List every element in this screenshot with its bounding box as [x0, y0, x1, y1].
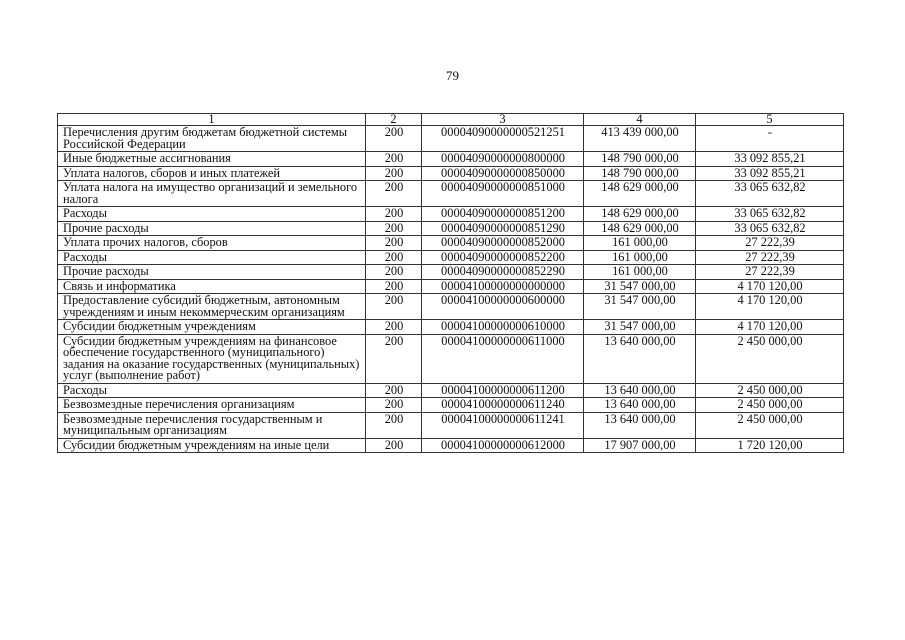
row-admin-code-cell: 200 — [366, 166, 422, 181]
row-admin-code-cell: 200 — [366, 294, 422, 320]
row-name-cell: Прочие расходы — [58, 265, 366, 280]
row-executed-amount-cell: 1 720 120,00 — [696, 438, 844, 453]
row-approved-amount-cell: 148 790 000,00 — [584, 166, 696, 181]
table-row — [58, 181, 844, 207]
row-admin-code-cell: 200 — [366, 152, 422, 167]
row-approved-amount-cell: 161 000,00 — [584, 236, 696, 251]
row-classification-code-cell: 00004090000000852200 — [422, 250, 584, 265]
row-admin-code-cell: 200 — [366, 334, 422, 383]
table-row — [58, 126, 844, 152]
row-executed-amount-cell: 27 222,39 — [696, 236, 844, 251]
row-name-cell: Прочие расходы — [58, 221, 366, 236]
table-row — [58, 207, 844, 222]
row-admin-code-cell: 200 — [366, 250, 422, 265]
table-row — [58, 438, 844, 453]
row-classification-code-cell: 00004100000000611241 — [422, 412, 584, 438]
row-name-cell: Расходы — [58, 250, 366, 265]
row-classification-code-cell: 00004100000000611000 — [422, 334, 584, 383]
row-classification-code-cell: 00004090000000852290 — [422, 265, 584, 280]
row-admin-code-cell: 200 — [366, 438, 422, 453]
row-admin-code-cell: 200 — [366, 279, 422, 294]
row-classification-code-cell: 00004090000000521251 — [422, 126, 584, 152]
row-admin-code-cell: 200 — [366, 207, 422, 222]
row-classification-code-cell: 00004100000000000000 — [422, 279, 584, 294]
row-classification-code-cell: 00004100000000611240 — [422, 398, 584, 413]
row-admin-code-cell: 200 — [366, 126, 422, 152]
row-approved-amount-cell: 31 547 000,00 — [584, 294, 696, 320]
row-executed-amount-cell: 27 222,39 — [696, 250, 844, 265]
row-approved-amount-cell: 148 629 000,00 — [584, 207, 696, 222]
row-classification-code-cell: 00004090000000851290 — [422, 221, 584, 236]
row-approved-amount-cell: 17 907 000,00 — [584, 438, 696, 453]
row-approved-amount-cell: 413 439 000,00 — [584, 126, 696, 152]
row-classification-code-cell: 00004090000000850000 — [422, 166, 584, 181]
row-name-cell: Перечисления другим бюджетам бюджетной системы Российской Федерации — [58, 126, 366, 152]
row-name-cell: Предоставление субсидий бюджетным, автономным учреждениям и иным некоммерческим организациям — [58, 294, 366, 320]
row-name-cell: Расходы — [58, 207, 366, 222]
row-name-cell: Безвозмездные перечисления организациям — [58, 398, 366, 413]
row-name-cell: Безвозмездные перечисления государственным и муниципальным организациям — [58, 412, 366, 438]
table-body — [58, 126, 844, 453]
row-admin-code-cell: 200 — [366, 181, 422, 207]
row-executed-amount-cell: 4 170 120,00 — [696, 320, 844, 335]
row-approved-amount-cell: 161 000,00 — [584, 250, 696, 265]
row-approved-amount-cell: 31 547 000,00 — [584, 320, 696, 335]
column-header: 3 — [422, 114, 584, 126]
row-name-cell: Связь и информатика — [58, 279, 366, 294]
row-executed-amount-cell: 33 065 632,82 — [696, 207, 844, 222]
page-number: 79 — [446, 68, 459, 83]
row-admin-code-cell: 200 — [366, 320, 422, 335]
row-executed-amount-cell: 33 092 855,21 — [696, 152, 844, 167]
row-approved-amount-cell: 31 547 000,00 — [584, 279, 696, 294]
column-header: 4 — [584, 114, 696, 126]
row-admin-code-cell: 200 — [366, 236, 422, 251]
table-row — [58, 236, 844, 251]
row-classification-code-cell: 00004090000000851000 — [422, 181, 584, 207]
table-row — [58, 166, 844, 181]
row-executed-amount-cell: 33 065 632,82 — [696, 221, 844, 236]
row-executed-amount-cell: 33 092 855,21 — [696, 166, 844, 181]
row-classification-code-cell: 00004100000000612000 — [422, 438, 584, 453]
table-row — [58, 334, 844, 383]
table-row — [58, 320, 844, 335]
table-row — [58, 412, 844, 438]
row-executed-amount-cell: 2 450 000,00 — [696, 412, 844, 438]
row-name-cell: Субсидии бюджетным учреждениям на финансовое обеспечение государственного (муниципального) задания на оказание государственных (муниципальных) услуг (выполнение работ) — [58, 334, 366, 383]
row-name-cell: Субсидии бюджетным учреждениям на иные цели — [58, 438, 366, 453]
row-executed-amount-cell: - — [696, 126, 844, 152]
row-executed-amount-cell: 4 170 120,00 — [696, 294, 844, 320]
row-classification-code-cell: 00004090000000851200 — [422, 207, 584, 222]
row-classification-code-cell: 00004100000000600000 — [422, 294, 584, 320]
row-approved-amount-cell: 13 640 000,00 — [584, 334, 696, 383]
row-approved-amount-cell: 13 640 000,00 — [584, 383, 696, 398]
row-executed-amount-cell: 27 222,39 — [696, 265, 844, 280]
table-row — [58, 279, 844, 294]
row-name-cell: Расходы — [58, 383, 366, 398]
table-row — [58, 294, 844, 320]
row-name-cell: Иные бюджетные ассигнования — [58, 152, 366, 167]
row-executed-amount-cell: 2 450 000,00 — [696, 398, 844, 413]
table-row — [58, 383, 844, 398]
row-name-cell: Уплата налога на имущество организаций и земельного налога — [58, 181, 366, 207]
budget-table — [57, 113, 844, 453]
table-row — [58, 250, 844, 265]
row-classification-code-cell: 00004090000000852000 — [422, 236, 584, 251]
table-row — [58, 221, 844, 236]
row-classification-code-cell: 00004100000000610000 — [422, 320, 584, 335]
row-approved-amount-cell: 13 640 000,00 — [584, 398, 696, 413]
row-name-cell: Субсидии бюджетным учреждениям — [58, 320, 366, 335]
row-approved-amount-cell: 148 629 000,00 — [584, 181, 696, 207]
row-executed-amount-cell: 33 065 632,82 — [696, 181, 844, 207]
row-classification-code-cell: 00004100000000611200 — [422, 383, 584, 398]
table-row — [58, 265, 844, 280]
row-admin-code-cell: 200 — [366, 221, 422, 236]
row-approved-amount-cell: 13 640 000,00 — [584, 412, 696, 438]
row-approved-amount-cell: 148 629 000,00 — [584, 221, 696, 236]
row-approved-amount-cell: 161 000,00 — [584, 265, 696, 280]
row-executed-amount-cell: 2 450 000,00 — [696, 334, 844, 383]
row-admin-code-cell: 200 — [366, 398, 422, 413]
column-header: 2 — [366, 114, 422, 126]
row-admin-code-cell: 200 — [366, 383, 422, 398]
table-row — [58, 152, 844, 167]
table-row — [58, 398, 844, 413]
table-header-row — [58, 114, 844, 126]
row-classification-code-cell: 00004090000000800000 — [422, 152, 584, 167]
row-name-cell: Уплата налогов, сборов и иных платежей — [58, 166, 366, 181]
row-executed-amount-cell: 2 450 000,00 — [696, 383, 844, 398]
row-approved-amount-cell: 148 790 000,00 — [584, 152, 696, 167]
row-admin-code-cell: 200 — [366, 265, 422, 280]
column-header: 5 — [696, 114, 844, 126]
row-name-cell: Уплата прочих налогов, сборов — [58, 236, 366, 251]
row-admin-code-cell: 200 — [366, 412, 422, 438]
row-executed-amount-cell: 4 170 120,00 — [696, 279, 844, 294]
column-header: 1 — [58, 114, 366, 126]
